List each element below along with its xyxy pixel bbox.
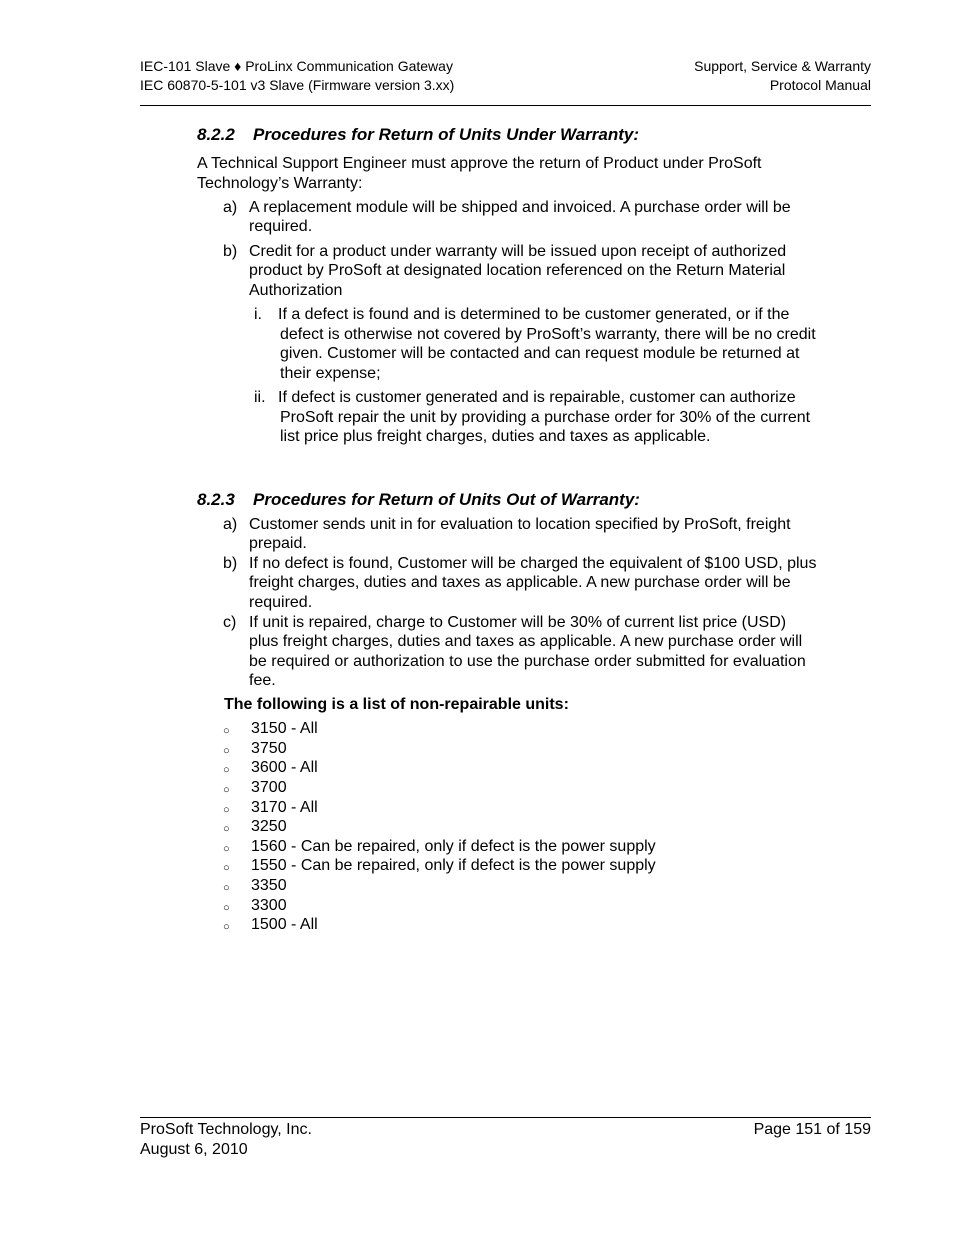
unit-list-item: [197, 778, 817, 798]
sublist-marker: i.: [254, 305, 262, 323]
unit-list-item: [197, 856, 817, 876]
bullet-circle-icon: ○: [223, 823, 230, 836]
page-footer: [140, 1117, 871, 1159]
non-repairable-units-list: [197, 719, 817, 935]
sublist-item: [249, 305, 817, 383]
header-right: [694, 57, 871, 95]
unit-list-item: [197, 758, 817, 778]
bullet-circle-icon: ○: [223, 803, 230, 816]
page-content: [197, 124, 817, 935]
unit-text: 3350: [251, 876, 287, 894]
list-item: [197, 554, 817, 613]
sublist-item: [249, 388, 817, 447]
bullet-circle-icon: ○: [223, 901, 230, 914]
bullet-circle-icon: ○: [223, 764, 230, 777]
list-item: [197, 613, 817, 691]
footer-left: [140, 1120, 312, 1159]
bullet-circle-icon: ○: [223, 784, 230, 796]
unit-text: 3150 - All: [251, 720, 318, 738]
footer-date: August 6, 2010: [140, 1140, 248, 1158]
section-heading-8-2-3: [197, 489, 817, 511]
bullet-circle-icon: ○: [223, 862, 230, 875]
unit-text: 1560 - Can be repaired, only if defect is the power supply: [251, 837, 656, 855]
unit-text: 3300: [251, 896, 287, 914]
out-of-warranty-procedure-list: [197, 515, 817, 691]
list-marker: b): [223, 554, 238, 572]
unit-text: 3700: [251, 779, 287, 796]
section-title: Procedures for Return of Units Under Warranty:: [253, 125, 640, 144]
unit-text: 3750: [251, 739, 287, 757]
sublist-item-text: If defect is customer generated and is repairable, customer can authorize ProSoft repair the unit by providing a purchase order for 30% of the current list price plus freight charges, duties and taxes as applicable.: [278, 388, 811, 446]
header-product-title: IEC-101 Slave ♦ ProLinx Communication Gateway: [140, 58, 453, 74]
warranty-procedure-list: [197, 198, 817, 447]
unit-list-item: [197, 896, 817, 916]
header-manual-name: Protocol Manual: [769, 77, 871, 93]
section-title: Procedures for Return of Units Out of Warranty:: [253, 489, 640, 509]
unit-list-item: [197, 719, 817, 739]
page-number: Page 151 of 159: [753, 1121, 871, 1138]
page-header: [140, 57, 871, 106]
unit-list-item: [197, 915, 817, 935]
sublist-marker: ii.: [254, 388, 266, 406]
bullet-circle-icon: ○: [223, 921, 230, 934]
sublist-item-text: If a defect is found and is determined to be customer generated, or if the defect is otherwise not covered by ProSoft’s warranty, there will be no credit given. Customer will be contacted and can request module be returned at their expense;: [278, 305, 816, 382]
bullet-circle-icon: ○: [223, 725, 230, 738]
list-item-text: If unit is repaired, charge to Customer will be 30% of current list price (USD) plus freight charges, duties and taxes as applicable. A new purchase order will be required or authorization to use the purchase order submitted for evaluation fee.: [249, 613, 806, 690]
footer-right: [754, 1120, 871, 1140]
header-protocol-version: IEC 60870-5-101 v3 Slave (Firmware version 3.xx): [140, 77, 455, 93]
list-item: [197, 515, 817, 554]
unit-list-item: [197, 837, 817, 857]
list-item-text: Credit for a product under warranty will be issued upon receipt of authorized product by ProSoft at designated location referenced on the Return Material Authorization: [249, 242, 787, 299]
list-marker: c): [223, 613, 237, 631]
unit-list-item: [197, 739, 817, 759]
credit-sublist: [249, 305, 817, 447]
list-item: [197, 198, 817, 237]
bullet-circle-icon: ○: [223, 881, 230, 894]
header-chapter-title: Support, Service & Warranty: [694, 58, 871, 74]
unit-list-item: [197, 798, 817, 818]
unit-text: 1550 - Can be repaired, only if defect is the power supply: [251, 857, 656, 875]
bullet-circle-icon: ○: [223, 744, 230, 757]
unit-text: 3170 - All: [251, 798, 318, 816]
footer-company: ProSoft Technology, Inc.: [140, 1121, 312, 1138]
section-number: 8.2.2: [197, 125, 235, 144]
unit-list-item: [197, 817, 817, 837]
list-item: [197, 242, 817, 447]
list-item-text: A replacement module will be shipped and invoiced. A purchase order will be required.: [249, 198, 791, 236]
list-item-text: Customer sends unit in for evaluation to location specified by ProSoft, freight prepaid.: [249, 515, 791, 553]
section-number: 8.2.3: [197, 489, 235, 509]
list-marker: b): [223, 242, 238, 260]
list-marker: a): [223, 198, 238, 216]
section-intro: A Technical Support Engineer must approve the return of Product under ProSoft Technology’s Warranty:: [197, 155, 762, 192]
bullet-circle-icon: ○: [223, 842, 230, 855]
header-left: [140, 57, 454, 95]
non-repairable-list-heading: The following is a list of non-repairable units:: [224, 696, 569, 714]
list-marker: a): [223, 515, 238, 533]
section-heading-8-2-2: [197, 124, 817, 146]
unit-text: 3600 - All: [251, 759, 318, 777]
list-item-text: If no defect is found, Customer will be charged the equivalent of $100 USD, plus freight charges, duties and taxes as applicable. A new purchase order will be required.: [249, 554, 817, 612]
unit-text: 3250: [251, 818, 287, 836]
unit-list-item: [197, 876, 817, 896]
unit-text: 1500 - All: [251, 916, 318, 934]
